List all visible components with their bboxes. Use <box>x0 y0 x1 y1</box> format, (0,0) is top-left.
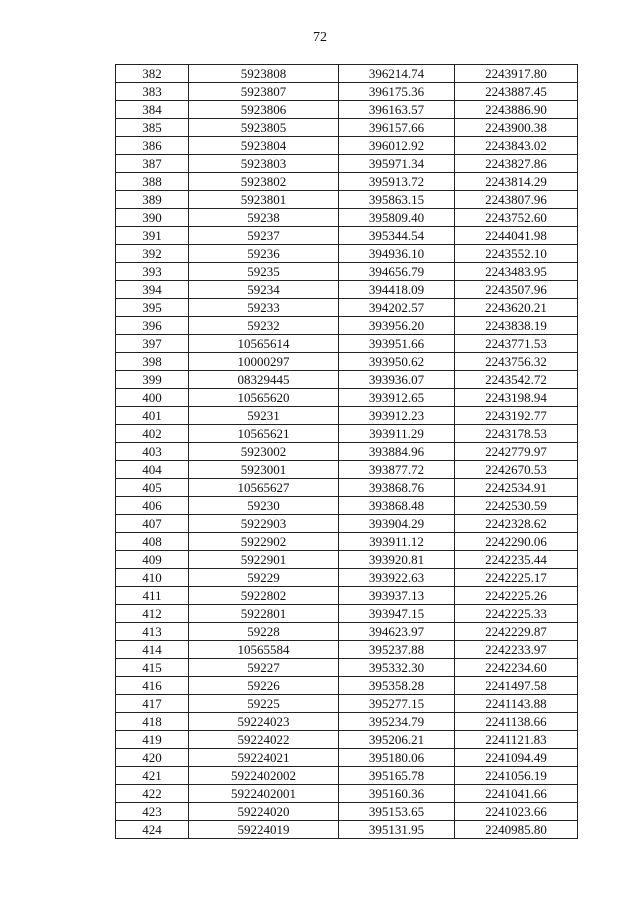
x-coordinate-cell: 395809.40 <box>339 209 455 227</box>
point-id-cell: 5922802 <box>189 587 339 605</box>
y-coordinate-cell: 2243542.72 <box>455 371 578 389</box>
table-row <box>116 515 578 533</box>
x-coordinate-cell: 395131.95 <box>339 821 455 839</box>
table-row <box>116 497 578 515</box>
table-row <box>116 119 578 137</box>
row-number-cell: 416 <box>116 677 189 695</box>
point-id-cell: 5923804 <box>189 137 339 155</box>
table-row <box>116 299 578 317</box>
y-coordinate-cell: 2243807.96 <box>455 191 578 209</box>
point-id-cell: 59225 <box>189 695 339 713</box>
row-number-cell: 392 <box>116 245 189 263</box>
table-row <box>116 731 578 749</box>
row-number-cell: 424 <box>116 821 189 839</box>
table-row <box>116 461 578 479</box>
point-id-cell: 5923806 <box>189 101 339 119</box>
point-id-cell: 59228 <box>189 623 339 641</box>
y-coordinate-cell: 2242229.87 <box>455 623 578 641</box>
row-number-cell: 393 <box>116 263 189 281</box>
table-row <box>116 767 578 785</box>
x-coordinate-cell: 395180.06 <box>339 749 455 767</box>
row-number-cell: 411 <box>116 587 189 605</box>
x-coordinate-cell: 395913.72 <box>339 173 455 191</box>
y-coordinate-cell: 2242225.26 <box>455 587 578 605</box>
table-row <box>116 803 578 821</box>
table-row <box>116 659 578 677</box>
y-coordinate-cell: 2243900.38 <box>455 119 578 137</box>
x-coordinate-cell: 393937.13 <box>339 587 455 605</box>
table-row <box>116 353 578 371</box>
x-coordinate-cell: 395277.15 <box>339 695 455 713</box>
row-number-cell: 400 <box>116 389 189 407</box>
x-coordinate-cell: 393868.48 <box>339 497 455 515</box>
x-coordinate-cell: 395358.28 <box>339 677 455 695</box>
row-number-cell: 395 <box>116 299 189 317</box>
row-number-cell: 390 <box>116 209 189 227</box>
point-id-cell: 5923802 <box>189 173 339 191</box>
y-coordinate-cell: 2243620.21 <box>455 299 578 317</box>
row-number-cell: 403 <box>116 443 189 461</box>
x-coordinate-cell: 393884.96 <box>339 443 455 461</box>
table-row <box>116 263 578 281</box>
point-id-cell: 59236 <box>189 245 339 263</box>
y-coordinate-cell: 2243178.53 <box>455 425 578 443</box>
x-coordinate-cell: 393951.66 <box>339 335 455 353</box>
row-number-cell: 394 <box>116 281 189 299</box>
row-number-cell: 401 <box>116 407 189 425</box>
table-row <box>116 173 578 191</box>
table-row <box>116 749 578 767</box>
x-coordinate-cell: 395332.30 <box>339 659 455 677</box>
row-number-cell: 413 <box>116 623 189 641</box>
point-id-cell: 5922901 <box>189 551 339 569</box>
point-id-cell: 5923803 <box>189 155 339 173</box>
table-row <box>116 443 578 461</box>
y-coordinate-cell: 2242234.60 <box>455 659 578 677</box>
table-row <box>116 371 578 389</box>
x-coordinate-cell: 393877.72 <box>339 461 455 479</box>
table-row <box>116 209 578 227</box>
row-number-cell: 386 <box>116 137 189 155</box>
x-coordinate-cell: 393911.12 <box>339 533 455 551</box>
row-number-cell: 405 <box>116 479 189 497</box>
row-number-cell: 388 <box>116 173 189 191</box>
table-row <box>116 605 578 623</box>
row-number-cell: 414 <box>116 641 189 659</box>
table-row <box>116 281 578 299</box>
y-coordinate-cell: 2243192.77 <box>455 407 578 425</box>
coordinates-table-body <box>116 65 578 839</box>
table-row <box>116 137 578 155</box>
x-coordinate-cell: 394936.10 <box>339 245 455 263</box>
row-number-cell: 383 <box>116 83 189 101</box>
table-row <box>116 317 578 335</box>
y-coordinate-cell: 2243827.86 <box>455 155 578 173</box>
table-row <box>116 695 578 713</box>
point-id-cell: 59224020 <box>189 803 339 821</box>
x-coordinate-cell: 393868.76 <box>339 479 455 497</box>
point-id-cell: 5922402002 <box>189 767 339 785</box>
y-coordinate-cell: 2242225.17 <box>455 569 578 587</box>
point-id-cell: 10565621 <box>189 425 339 443</box>
row-number-cell: 420 <box>116 749 189 767</box>
x-coordinate-cell: 395153.65 <box>339 803 455 821</box>
x-coordinate-cell: 394656.79 <box>339 263 455 281</box>
x-coordinate-cell: 393956.20 <box>339 317 455 335</box>
row-number-cell: 391 <box>116 227 189 245</box>
row-number-cell: 423 <box>116 803 189 821</box>
row-number-cell: 389 <box>116 191 189 209</box>
table-row <box>116 821 578 839</box>
point-id-cell: 59224019 <box>189 821 339 839</box>
point-id-cell: 08329445 <box>189 371 339 389</box>
point-id-cell: 5922902 <box>189 533 339 551</box>
row-number-cell: 409 <box>116 551 189 569</box>
point-id-cell: 59231 <box>189 407 339 425</box>
row-number-cell: 419 <box>116 731 189 749</box>
y-coordinate-cell: 2243552.10 <box>455 245 578 263</box>
point-id-cell: 5923002 <box>189 443 339 461</box>
y-coordinate-cell: 2242233.97 <box>455 641 578 659</box>
row-number-cell: 396 <box>116 317 189 335</box>
point-id-cell: 59229 <box>189 569 339 587</box>
table-row <box>116 785 578 803</box>
point-id-cell: 10565614 <box>189 335 339 353</box>
x-coordinate-cell: 395237.88 <box>339 641 455 659</box>
point-id-cell: 59233 <box>189 299 339 317</box>
table-row <box>116 155 578 173</box>
x-coordinate-cell: 395234.79 <box>339 713 455 731</box>
row-number-cell: 418 <box>116 713 189 731</box>
page-number: 72 <box>313 30 327 45</box>
point-id-cell: 5923807 <box>189 83 339 101</box>
x-coordinate-cell: 393947.15 <box>339 605 455 623</box>
y-coordinate-cell: 2242779.97 <box>455 443 578 461</box>
table-row <box>116 227 578 245</box>
row-number-cell: 408 <box>116 533 189 551</box>
y-coordinate-cell: 2241143.88 <box>455 695 578 713</box>
point-id-cell: 10000297 <box>189 353 339 371</box>
row-number-cell: 398 <box>116 353 189 371</box>
y-coordinate-cell: 2243917.80 <box>455 65 578 83</box>
x-coordinate-cell: 393936.07 <box>339 371 455 389</box>
x-coordinate-cell: 395160.36 <box>339 785 455 803</box>
point-id-cell: 59234 <box>189 281 339 299</box>
row-number-cell: 412 <box>116 605 189 623</box>
y-coordinate-cell: 2242290.06 <box>455 533 578 551</box>
point-id-cell: 10565584 <box>189 641 339 659</box>
y-coordinate-cell: 2242530.59 <box>455 497 578 515</box>
table-row <box>116 623 578 641</box>
x-coordinate-cell: 396012.92 <box>339 137 455 155</box>
table-row <box>116 479 578 497</box>
x-coordinate-cell: 393950.62 <box>339 353 455 371</box>
row-number-cell: 422 <box>116 785 189 803</box>
point-id-cell: 5923805 <box>189 119 339 137</box>
point-id-cell: 5923808 <box>189 65 339 83</box>
coordinates-table <box>115 64 578 839</box>
table-row <box>116 389 578 407</box>
point-id-cell: 5922903 <box>189 515 339 533</box>
table-row <box>116 83 578 101</box>
y-coordinate-cell: 2241041.66 <box>455 785 578 803</box>
y-coordinate-cell: 2243887.45 <box>455 83 578 101</box>
x-coordinate-cell: 395165.78 <box>339 767 455 785</box>
y-coordinate-cell: 2242225.33 <box>455 605 578 623</box>
y-coordinate-cell: 2243843.02 <box>455 137 578 155</box>
table-row <box>116 569 578 587</box>
y-coordinate-cell: 2243838.19 <box>455 317 578 335</box>
y-coordinate-cell: 2242235.44 <box>455 551 578 569</box>
point-id-cell: 59224021 <box>189 749 339 767</box>
y-coordinate-cell: 2243814.29 <box>455 173 578 191</box>
x-coordinate-cell: 394418.09 <box>339 281 455 299</box>
table-row <box>116 65 578 83</box>
table-row <box>116 245 578 263</box>
row-number-cell: 410 <box>116 569 189 587</box>
table-row <box>116 587 578 605</box>
point-id-cell: 59224023 <box>189 713 339 731</box>
point-id-cell: 5923801 <box>189 191 339 209</box>
table-row <box>116 551 578 569</box>
x-coordinate-cell: 393922.63 <box>339 569 455 587</box>
row-number-cell: 397 <box>116 335 189 353</box>
x-coordinate-cell: 393912.65 <box>339 389 455 407</box>
table-row <box>116 677 578 695</box>
row-number-cell: 417 <box>116 695 189 713</box>
y-coordinate-cell: 2241094.49 <box>455 749 578 767</box>
y-coordinate-cell: 2241023.66 <box>455 803 578 821</box>
row-number-cell: 407 <box>116 515 189 533</box>
row-number-cell: 406 <box>116 497 189 515</box>
row-number-cell: 385 <box>116 119 189 137</box>
point-id-cell: 59230 <box>189 497 339 515</box>
table-row <box>116 641 578 659</box>
point-id-cell: 5923001 <box>189 461 339 479</box>
x-coordinate-cell: 393912.23 <box>339 407 455 425</box>
point-id-cell: 5922801 <box>189 605 339 623</box>
table-row <box>116 713 578 731</box>
x-coordinate-cell: 394202.57 <box>339 299 455 317</box>
x-coordinate-cell: 395344.54 <box>339 227 455 245</box>
y-coordinate-cell: 2241056.19 <box>455 767 578 785</box>
point-id-cell: 59224022 <box>189 731 339 749</box>
row-number-cell: 402 <box>116 425 189 443</box>
y-coordinate-cell: 2243756.32 <box>455 353 578 371</box>
point-id-cell: 10565620 <box>189 389 339 407</box>
x-coordinate-cell: 393911.29 <box>339 425 455 443</box>
y-coordinate-cell: 2244041.98 <box>455 227 578 245</box>
y-coordinate-cell: 2243483.95 <box>455 263 578 281</box>
point-id-cell: 59238 <box>189 209 339 227</box>
table-row <box>116 407 578 425</box>
x-coordinate-cell: 394623.97 <box>339 623 455 641</box>
table-row <box>116 425 578 443</box>
point-id-cell: 59227 <box>189 659 339 677</box>
table-row <box>116 335 578 353</box>
x-coordinate-cell: 393920.81 <box>339 551 455 569</box>
point-id-cell: 10565627 <box>189 479 339 497</box>
x-coordinate-cell: 396175.36 <box>339 83 455 101</box>
y-coordinate-cell: 2242670.53 <box>455 461 578 479</box>
y-coordinate-cell: 2243886.90 <box>455 101 578 119</box>
x-coordinate-cell: 395971.34 <box>339 155 455 173</box>
table-row <box>116 101 578 119</box>
point-id-cell: 59226 <box>189 677 339 695</box>
x-coordinate-cell: 393904.29 <box>339 515 455 533</box>
y-coordinate-cell: 2243198.94 <box>455 389 578 407</box>
point-id-cell: 59235 <box>189 263 339 281</box>
row-number-cell: 399 <box>116 371 189 389</box>
x-coordinate-cell: 395863.15 <box>339 191 455 209</box>
row-number-cell: 387 <box>116 155 189 173</box>
y-coordinate-cell: 2241121.83 <box>455 731 578 749</box>
y-coordinate-cell: 2240985.80 <box>455 821 578 839</box>
table-row <box>116 191 578 209</box>
x-coordinate-cell: 395206.21 <box>339 731 455 749</box>
y-coordinate-cell: 2242328.62 <box>455 515 578 533</box>
row-number-cell: 421 <box>116 767 189 785</box>
x-coordinate-cell: 396214.74 <box>339 65 455 83</box>
row-number-cell: 404 <box>116 461 189 479</box>
y-coordinate-cell: 2243752.60 <box>455 209 578 227</box>
x-coordinate-cell: 396157.66 <box>339 119 455 137</box>
row-number-cell: 382 <box>116 65 189 83</box>
point-id-cell: 59232 <box>189 317 339 335</box>
y-coordinate-cell: 2241497.58 <box>455 677 578 695</box>
y-coordinate-cell: 2243771.53 <box>455 335 578 353</box>
table-row <box>116 533 578 551</box>
y-coordinate-cell: 2242534.91 <box>455 479 578 497</box>
point-id-cell: 59237 <box>189 227 339 245</box>
row-number-cell: 415 <box>116 659 189 677</box>
row-number-cell: 384 <box>116 101 189 119</box>
y-coordinate-cell: 2241138.66 <box>455 713 578 731</box>
x-coordinate-cell: 396163.57 <box>339 101 455 119</box>
y-coordinate-cell: 2243507.96 <box>455 281 578 299</box>
point-id-cell: 5922402001 <box>189 785 339 803</box>
